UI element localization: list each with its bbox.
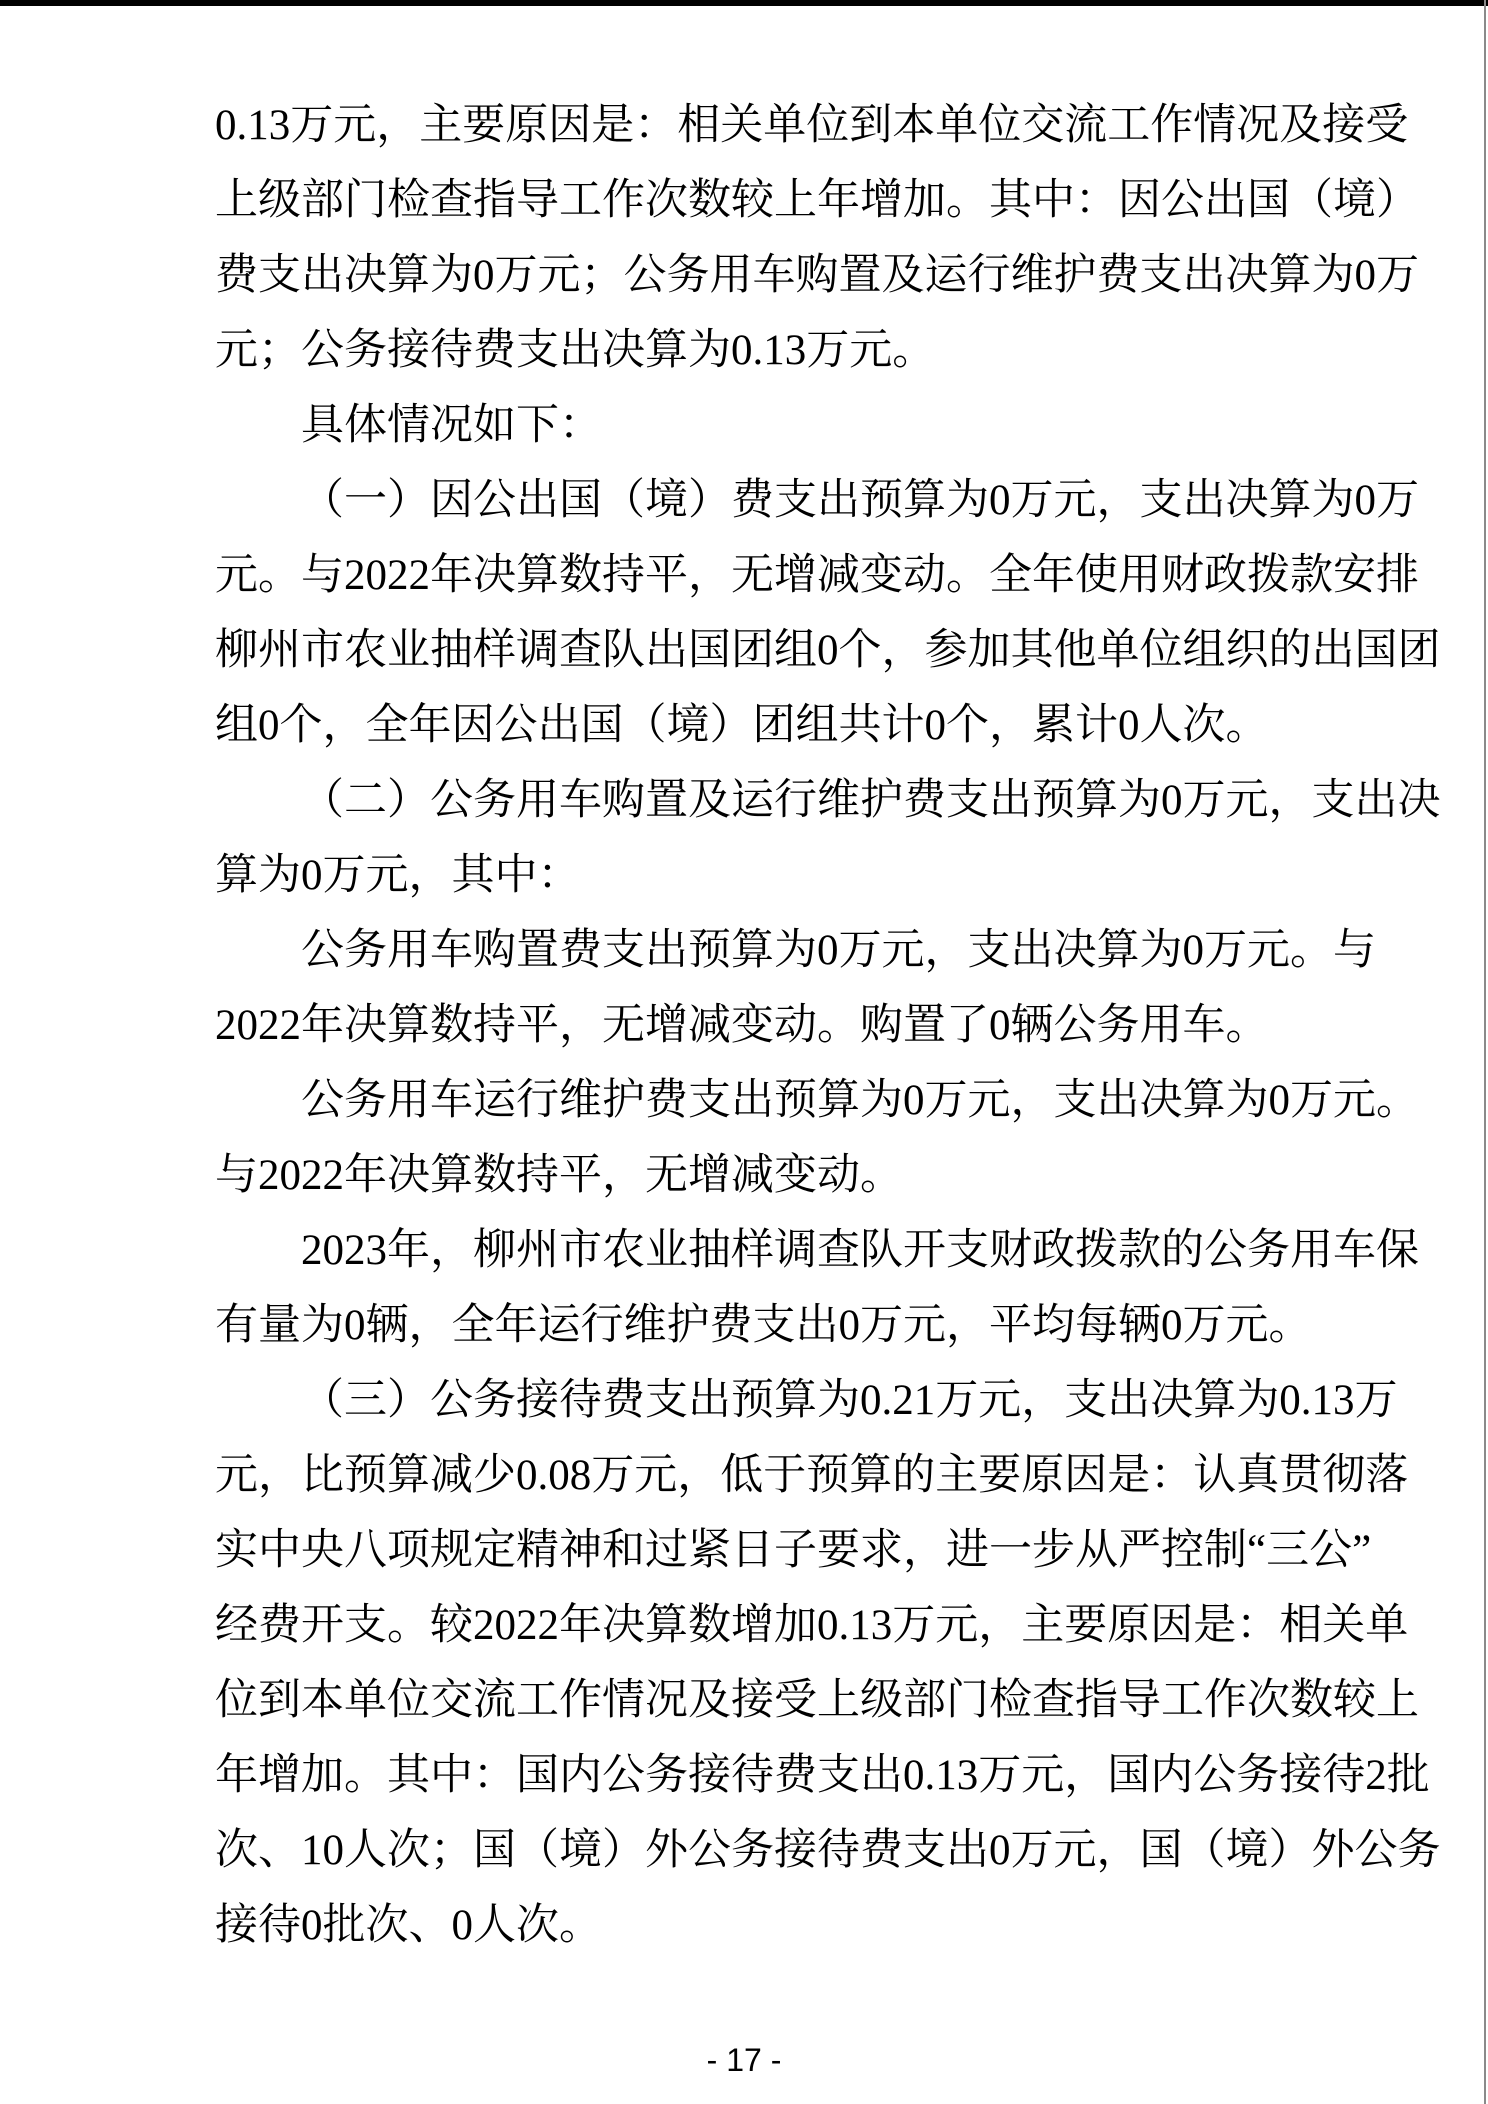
text-line: 组0个，全年因公出国（境）团组共计0个，累计0人次。: [215, 702, 1269, 749]
text-line: （三）公务接待费支出预算为0.21万元，支出决算为0.13万: [301, 1377, 1398, 1424]
text-line: 公务用车购置费支出预算为0万元，支出决算为0万元。与: [301, 927, 1376, 974]
text-line: 有量为0辆，全年运行维护费支出0万元，平均每辆0万元。: [215, 1302, 1312, 1349]
top-border: [0, 0, 1488, 6]
right-edge-line: [1484, 0, 1486, 2104]
text-line: 与2022年决算数持平，无增减变动。: [215, 1152, 903, 1199]
text-line: 次、10人次；国（境）外公务接待费支出0万元，国（境）外公务: [215, 1827, 1441, 1874]
text-line: 接待0批次、0人次。: [215, 1902, 602, 1949]
text-line: 柳州市农业抽样调查队出国团组0个，参加其他单位组织的出国团: [215, 627, 1441, 674]
text-line: 位到本单位交流工作情况及接受上级部门检查指导工作次数较上: [215, 1677, 1419, 1724]
text-line: 算为0万元，其中：: [215, 852, 581, 899]
text-line: 费支出决算为0万元；公务用车购置及运行维护费支出决算为0万: [215, 252, 1419, 299]
page-number: - 17 -: [706, 2042, 782, 2078]
text-line: 公务用车运行维护费支出预算为0万元，支出决算为0万元。: [301, 1077, 1419, 1124]
text-line: 上级部门检查指导工作次数较上年增加。其中：因公出国（境）: [215, 177, 1419, 224]
text-line: 2023年，柳州市农业抽样调查队开支财政拨款的公务用车保: [301, 1227, 1419, 1274]
text-line: 元，比预算减少0.08万元，低于预算的主要原因是：认真贯彻落: [215, 1452, 1409, 1499]
text-line: 2022年决算数持平，无增减变动。购置了0辆公务用车。: [215, 1002, 1269, 1049]
text-line: （二）公务用车购置及运行维护费支出预算为0万元，支出决: [301, 777, 1441, 824]
text-line: 0.13万元，主要原因是：相关单位到本单位交流工作情况及接受: [215, 102, 1409, 149]
text-line: 元。与2022年决算数持平，无增减变动。全年使用财政拨款安排: [215, 552, 1419, 599]
text-line: 经费开支。较2022年决算数增加0.13万元，主要原因是：相关单: [215, 1602, 1409, 1649]
document-body: [215, 88, 1441, 1963]
text-line: 元；公务接待费支出决算为0.13万元。: [215, 327, 936, 374]
text-line: （一）因公出国（境）费支出预算为0万元，支出决算为0万: [301, 477, 1419, 524]
text-line: 实中央八项规定精神和过紧日子要求，进一步从严控制“三公”: [215, 1527, 1372, 1574]
text-line: 具体情况如下：: [301, 402, 602, 449]
text-line: 年增加。其中：国内公务接待费支出0.13万元，国内公务接待2批: [215, 1752, 1430, 1799]
